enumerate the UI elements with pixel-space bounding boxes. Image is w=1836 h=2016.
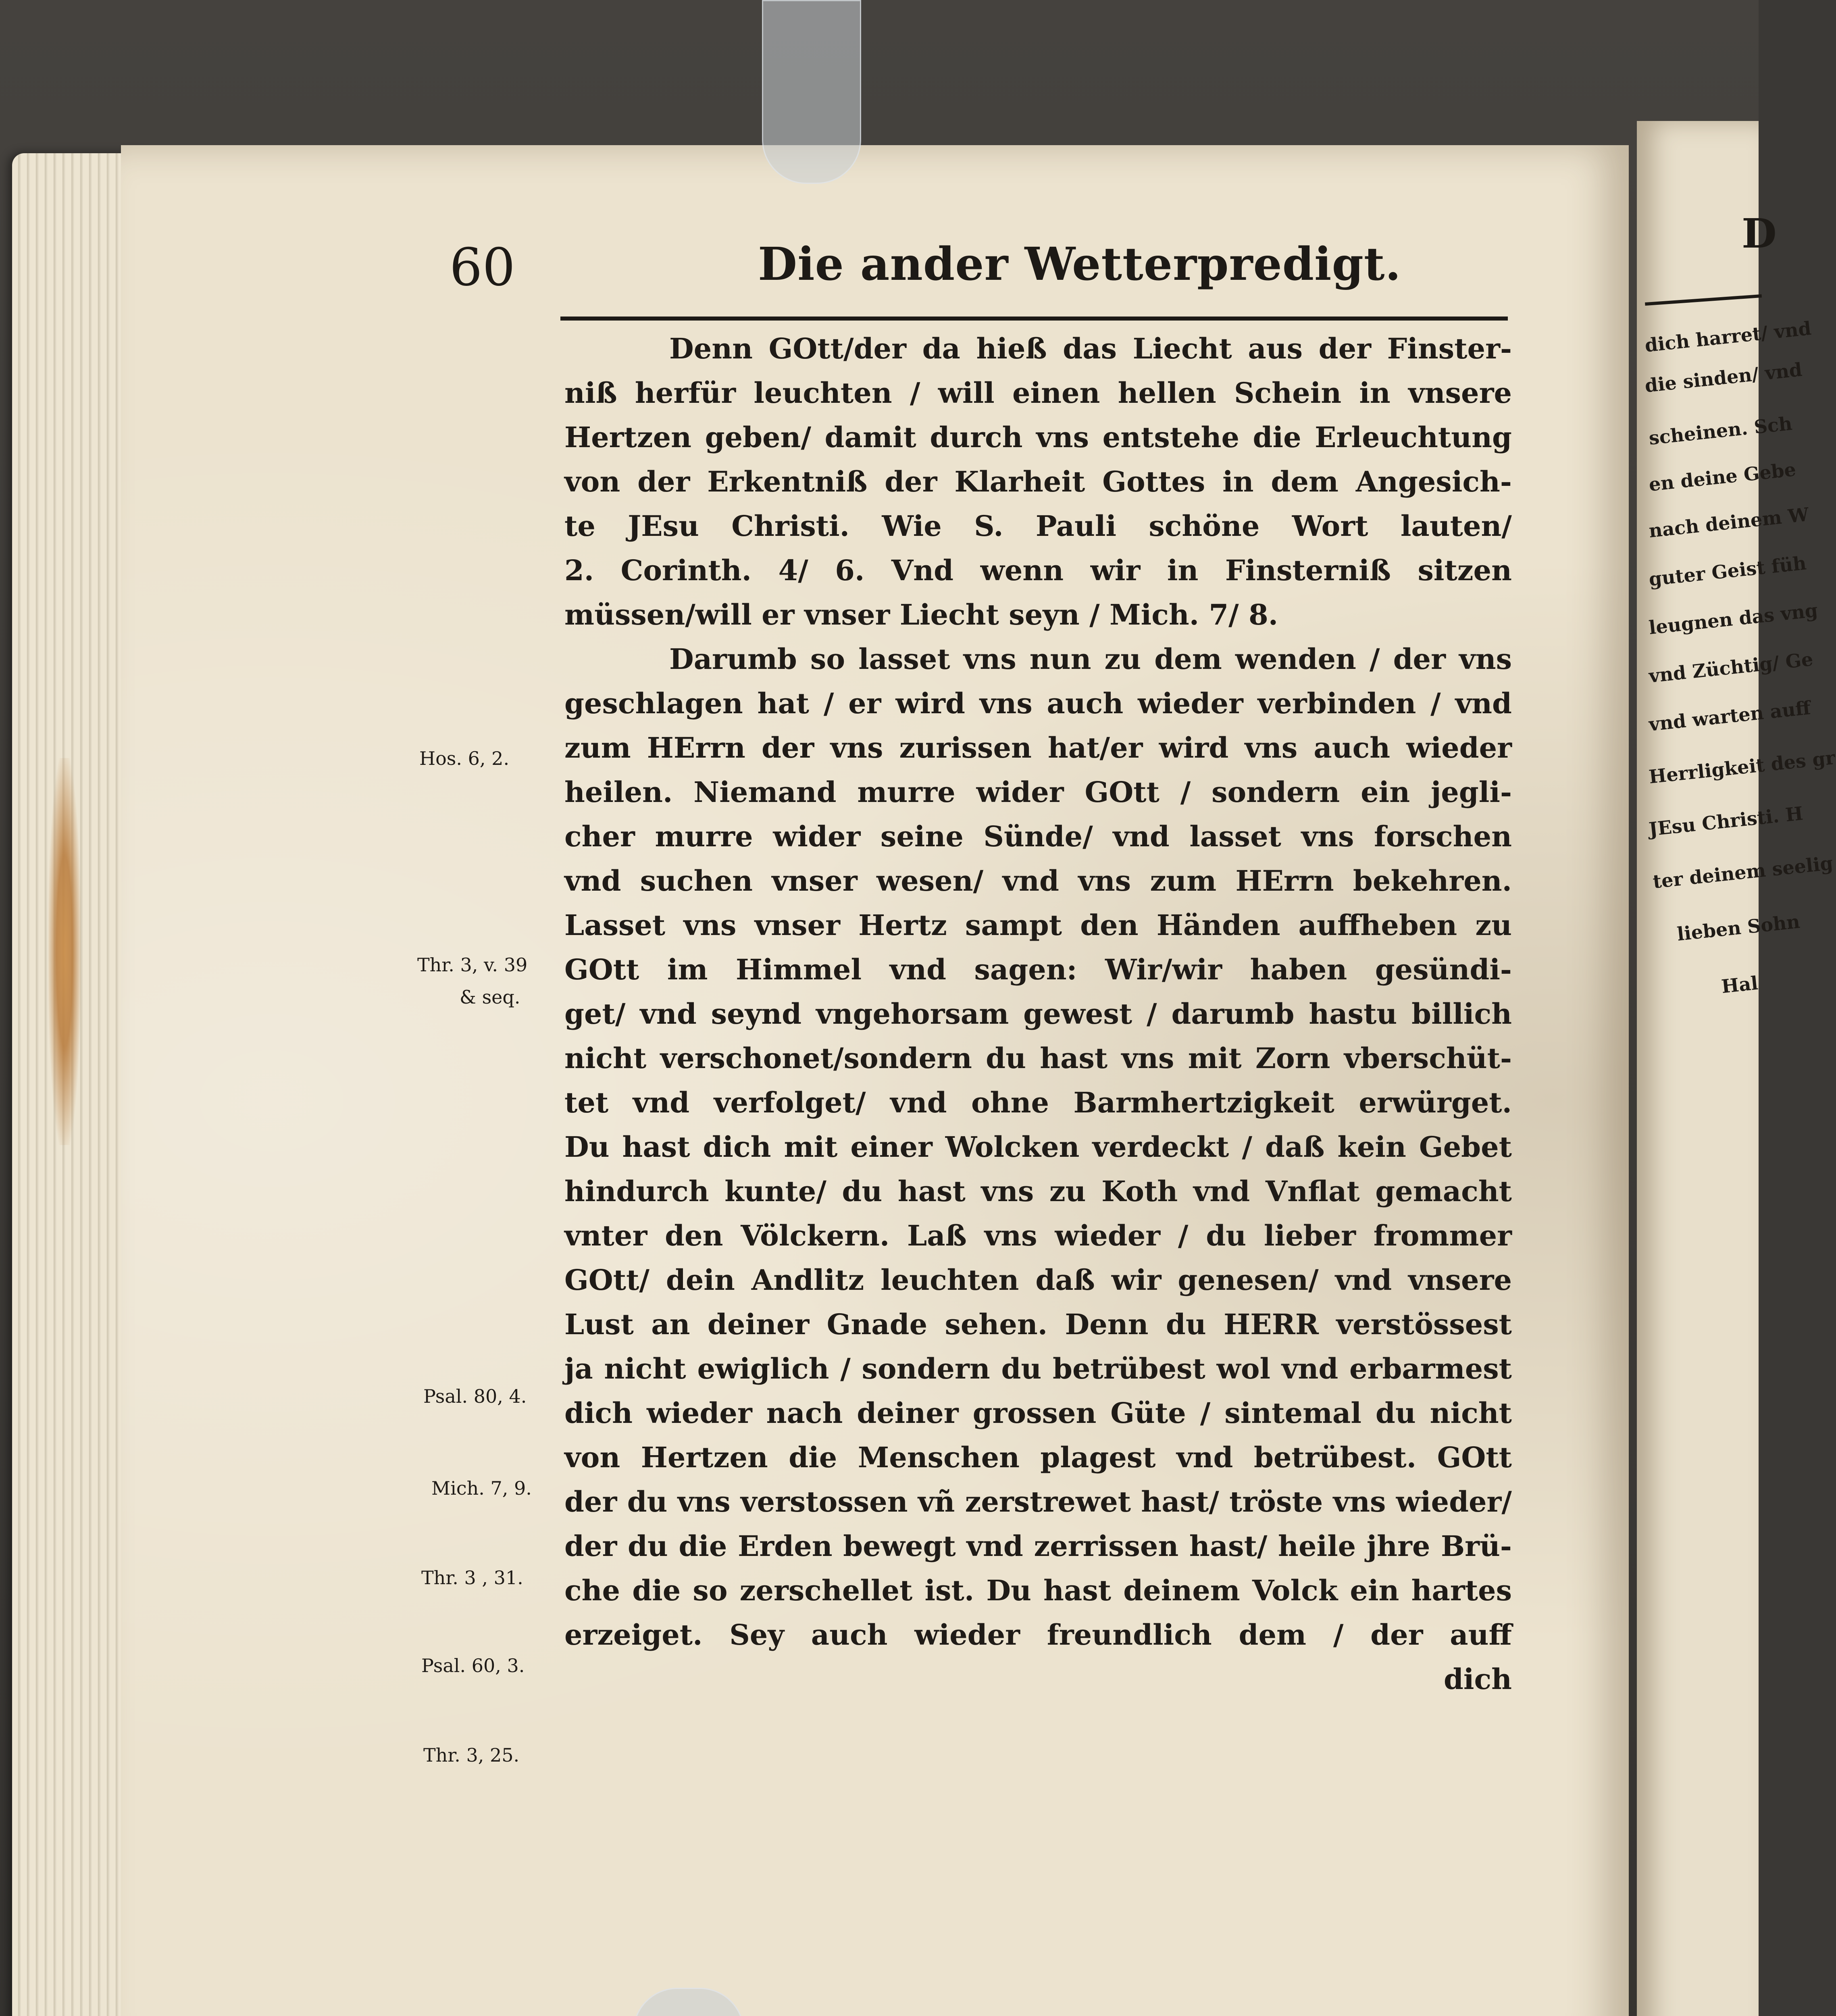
facing-page-line: nach deinem W <box>1648 503 1810 542</box>
margin-note: Psal. 80, 4. <box>423 1385 527 1407</box>
body-line: vnd suchen vnser wesen/ vnd vns zum HErrn bekehren. <box>564 864 1512 898</box>
head-rule <box>560 317 1508 321</box>
body-line: ja nicht ewiglich / sondern du betrübest wol vnd erbarmest <box>564 1352 1512 1385</box>
body-line: dich wieder nach deiner grossen Güte / sintemal du nicht <box>564 1396 1512 1430</box>
body-line: hindurch kunte/ du hast vns zu Koth vnd Vnflat gemacht <box>564 1175 1512 1208</box>
body-line: che die so zerschellet ist. Du hast deinem Volck ein hartes <box>564 1574 1512 1607</box>
margin-note: Thr. 3 , 31. <box>421 1567 523 1589</box>
body-line: müssen/will er vnser Liecht seyn / Mich. 7/ 8. <box>564 598 1278 631</box>
margin-note: Mich. 7, 9. <box>431 1477 532 1499</box>
facing-page-line: dich harret/ vnd <box>1644 317 1813 356</box>
body-line: niß herfür leuchten / will einen hellen Schein in vnsere <box>564 376 1512 410</box>
body-line: Hertzen geben/ damit durch vns entstehe die Erleuchtung <box>564 421 1512 454</box>
facing-page-line: JEsu Christi. H <box>1648 802 1804 840</box>
body-line: Denn GOtt/der da hieß das Liecht aus der Finster- <box>669 332 1512 365</box>
body-line: get/ vnd seynd vngehorsam gewest / darumb hastu billich <box>564 997 1512 1031</box>
margin-note: Thr. 3, 25. <box>423 1744 520 1766</box>
body-line: von der Erkentniß der Klarheit Gottes in dem Angesich- <box>564 465 1512 498</box>
catchword: dich <box>1443 1662 1512 1696</box>
facing-page-line: leugnen das vng <box>1648 599 1819 639</box>
facing-page-line: en deine Gebe <box>1648 458 1797 496</box>
running-title: Die ander Wetterpredigt. <box>758 238 1401 291</box>
page-number: 60 <box>450 237 515 298</box>
facing-page-line: scheinen. Sch <box>1648 412 1793 449</box>
body-line: 2. Corinth. 4/ 6. Vnd wenn wir in Finsterniß sitzen <box>564 554 1512 587</box>
facing-page-line: die sinden/ vnd <box>1644 358 1803 397</box>
body-line: erzeiget. Sey auch wieder freundlich dem / der auff <box>564 1618 1512 1652</box>
body-line: te JEsu Christi. Wie S. Pauli schöne Wort lauten/ <box>564 509 1512 543</box>
facing-page-line: ter deinem seelig <box>1652 852 1834 893</box>
body-line: GOtt im Himmel vnd sagen: Wir/wir haben gesündi- <box>564 953 1512 986</box>
foxing-stain <box>48 758 81 1145</box>
body-line: Darumb so lasset vns nun zu dem wenden / der vns <box>669 642 1512 676</box>
facing-page <box>1637 121 1759 2016</box>
body-line: Du hast dich mit einer Wolcken verdeckt / daß kein Gebet <box>564 1130 1512 1164</box>
body-line: GOtt/ dein Andlitz leuchten daß wir genesen/ vnd vnsere <box>564 1263 1512 1297</box>
body-line: vnter den Völckern. Laß vns wieder / du lieber frommer <box>564 1219 1512 1252</box>
body-line: der du die Erden bewegt vnd zerrissen hast/ heile jhre Brü- <box>564 1529 1512 1563</box>
facing-page-line: Hal <box>1720 972 1759 998</box>
facing-page-line: vnd warten auff <box>1648 697 1812 735</box>
facing-page-line: lieben Sohn <box>1676 910 1801 945</box>
margin-note: Hos. 6, 2. <box>419 748 510 769</box>
facing-page-line: guter Geist füh <box>1648 552 1807 590</box>
body-line: Lasset vns vnser Hertz sampt den Händen auffheben zu <box>564 908 1512 942</box>
facing-page-line: Herrligkeit des gr <box>1648 746 1836 788</box>
body-line: Lust an deiner Gnade sehen. Denn du HERR verstössest <box>564 1308 1512 1341</box>
margin-note: Psal. 60, 3. <box>421 1655 525 1677</box>
body-line: von Hertzen die Menschen plagest vnd betrübest. GOtt <box>564 1441 1512 1474</box>
body-line: nicht verschonet/sondern du hast vns mit Zorn vberschüt- <box>564 1041 1512 1075</box>
body-line: zum HErrn der vns zurissen hat/er wird vns auch wieder <box>564 731 1512 764</box>
body-line: heilen. Niemand murre wider GOtt / sondern ein jegli- <box>564 775 1512 809</box>
body-line: geschlagen hat / er wird vns auch wieder verbinden / vnd <box>564 687 1512 720</box>
body-line: cher murre wider seine Sünde/ vnd lasset vns forschen <box>564 820 1512 853</box>
book-clip-top <box>762 0 861 184</box>
body-line: tet vnd verfolget/ vnd ohne Barmhertzigkeit erwürget. <box>564 1086 1512 1119</box>
margin-note: Thr. 3, v. 39 <box>417 954 528 976</box>
body-text <box>564 327 1512 1702</box>
facing-page-line: vnd Züchtig/ Ge <box>1648 648 1814 687</box>
body-line: der du vns verstossen vñ zerstrewet hast/ tröste vns wieder/ <box>564 1485 1512 1518</box>
facing-page-head: D <box>1742 210 1777 257</box>
margin-note: & seq. <box>460 986 520 1008</box>
